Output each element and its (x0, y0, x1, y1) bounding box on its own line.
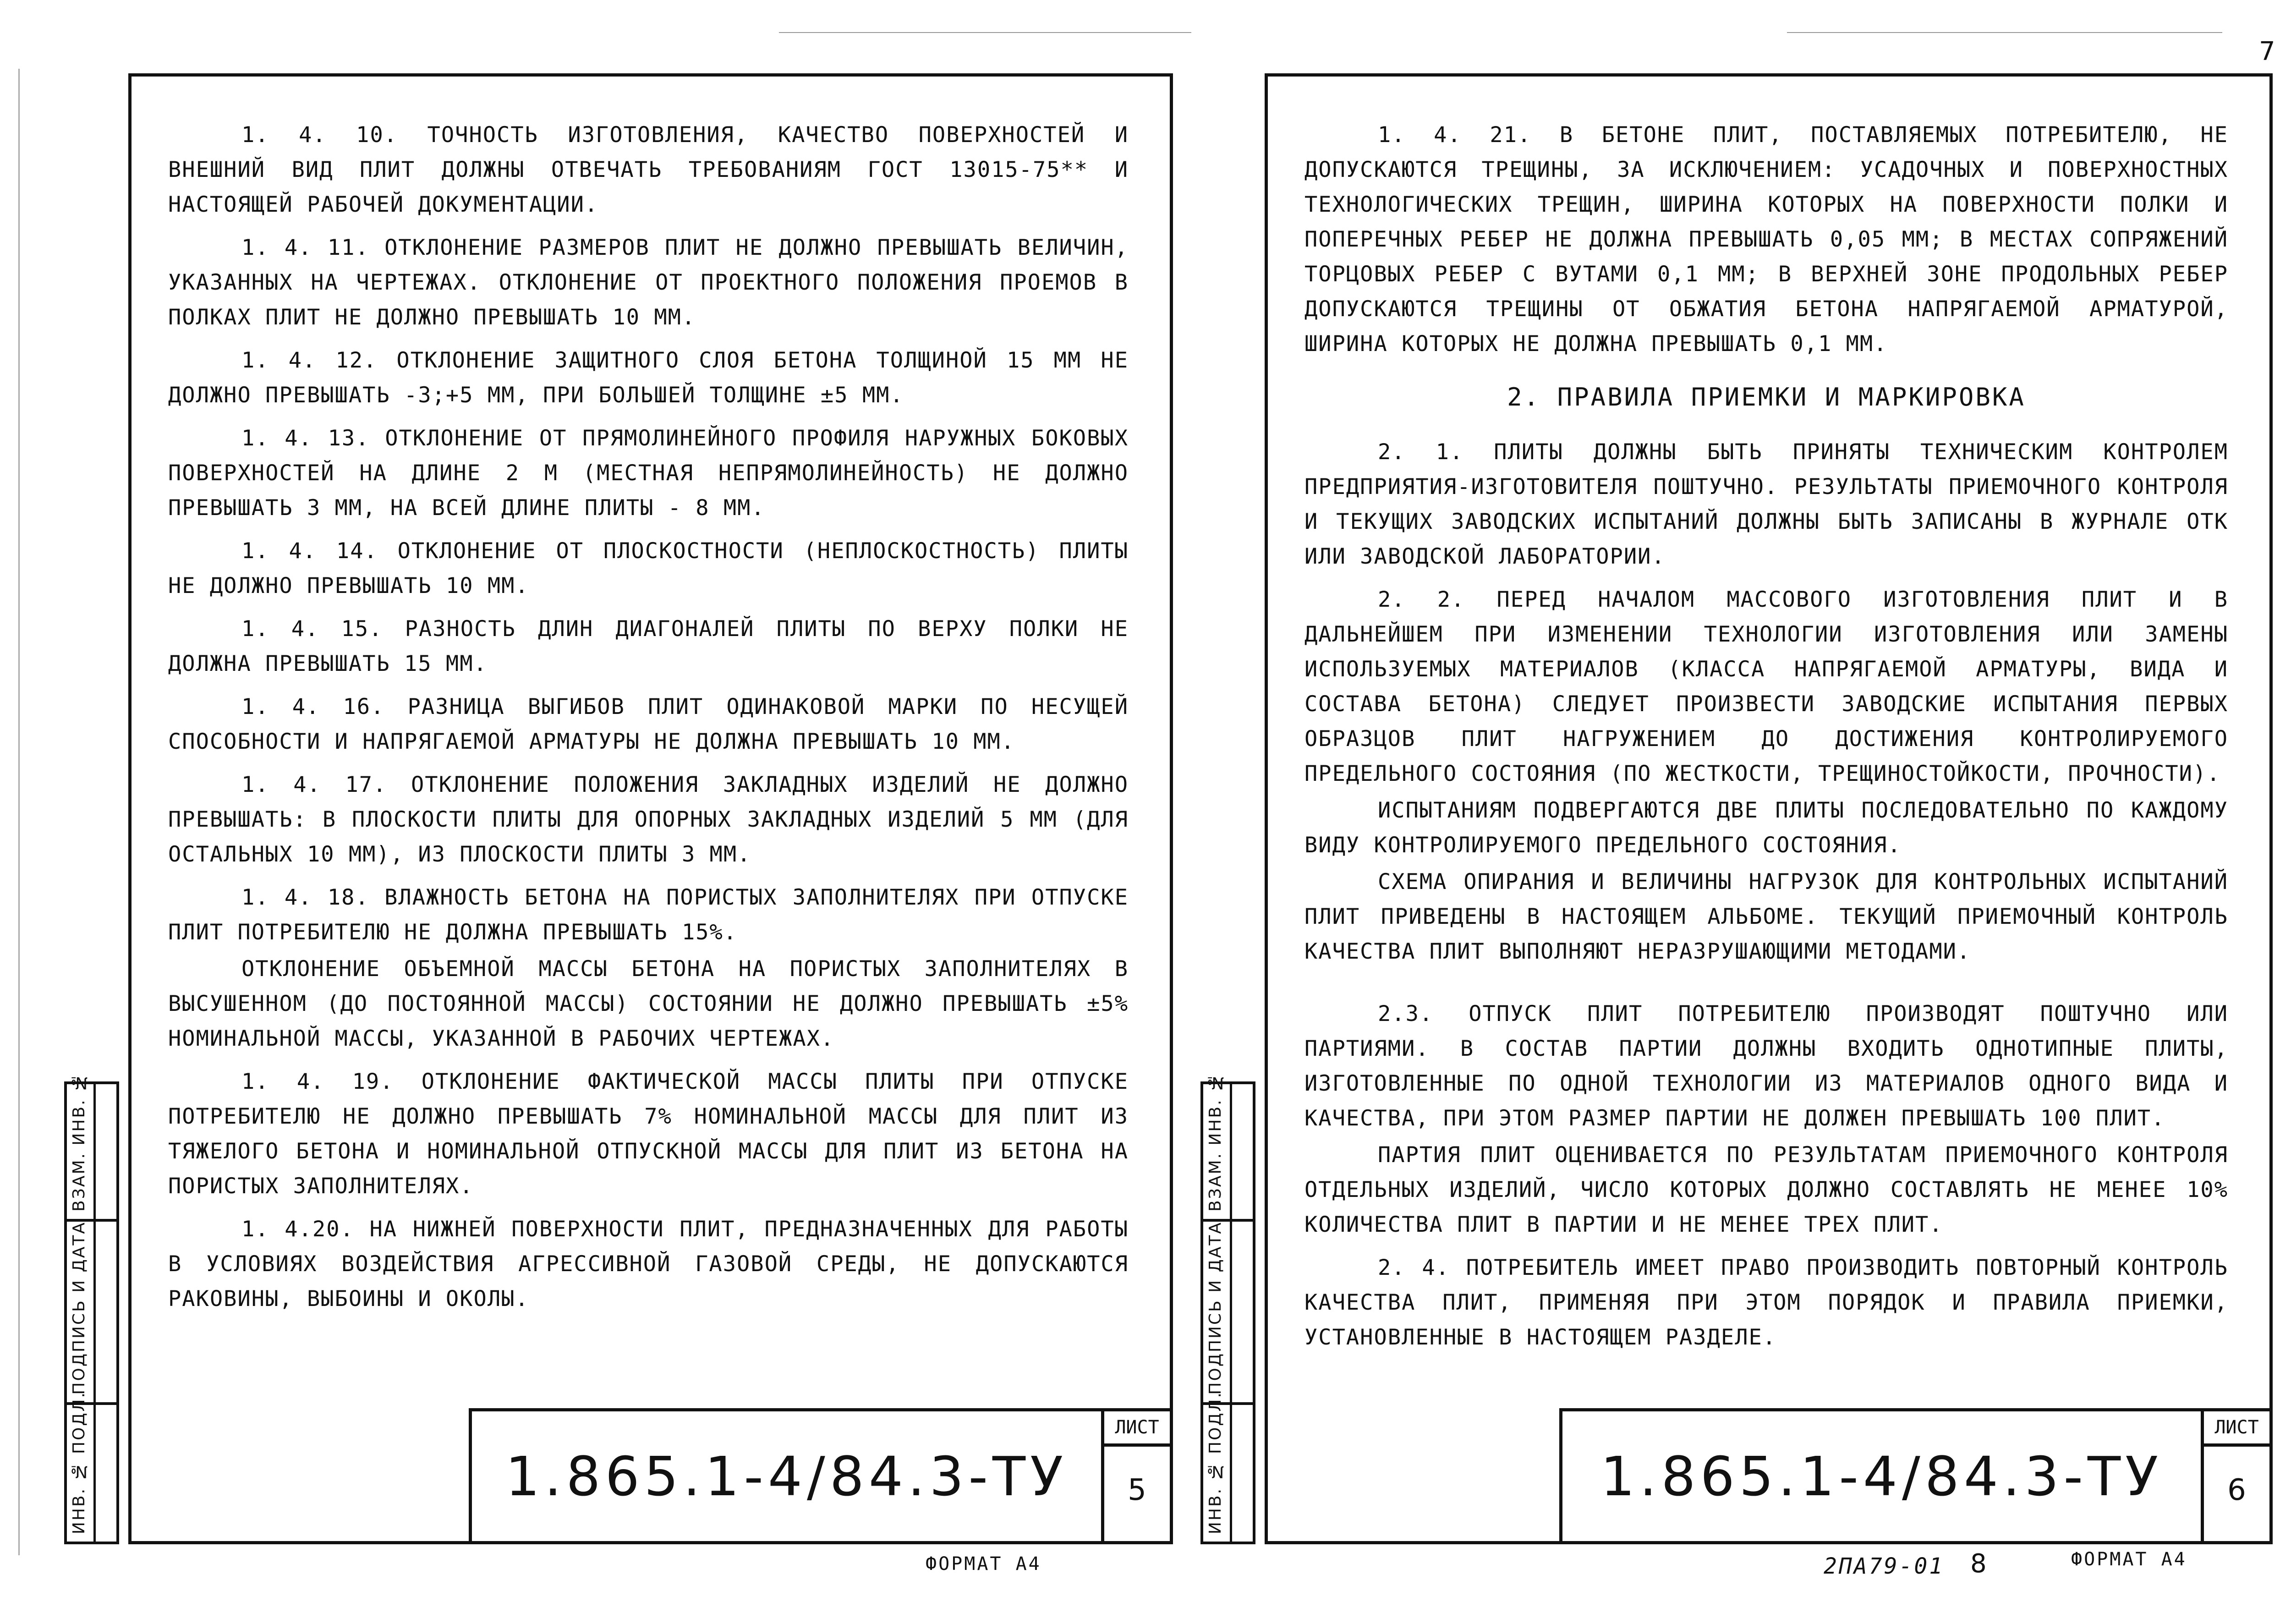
sheet-number-box (1101, 1411, 1170, 1541)
strip-cell-replace-inv (1203, 1072, 1253, 1222)
scan-artifact-line (1787, 32, 2222, 33)
sheet-number-box (2201, 1411, 2269, 1541)
format-label: ФОРМАТ А4 (2071, 1549, 2187, 1570)
paragraph-2-2: 2. 2. ПЕРЕД НАЧАЛОМ МАССОВОГО ИЗГОТОВЛЕНИЯ ПЛИТ И В ДАЛЬНЕЙШЕМ ПРИ ИЗМЕНЕНИИ ТЕХНОЛОГИИ ИЗГОТОВЛЕНИЯ ИЛИ ЗАМЕНЫ ИСПОЛЬЗУЕМЫХ МАТЕРИАЛОВ (КЛАССА НАПРЯГАЕМОЙ АРМАТУРЫ, ВИДА И СОСТАВА БЕТОНА) СЛЕДУЕТ ПРОИЗВЕСТИ ЗАВОДСКИЕ ИСПЫТАНИЯ ПЕРВЫХ ОБРАЗЦОВ ПЛИТ НАГРУЖЕНИЕМ ДО ДОСТИЖЕНИЯ КОНТРОЛИРУЕМОГО ПРЕДЕЛЬНОГО СОСТОЯНИЯ (ПО ЖЕСТКОСТИ, ТРЕЩИНОСТОЙКОСТИ, ПРОЧНОСТИ). (1304, 587, 2228, 786)
title-block-stamp (1559, 1408, 2269, 1541)
paragraph-1-4-20: 1. 4.20. НА НИЖНЕЙ ПОВЕРХНОСТИ ПЛИТ, ПРЕДНАЗНАЧЕННЫХ ДЛЯ РАБОТЫ В УСЛОВИЯХ ВОЗДЕЙСТВИЯ АГРЕССИВНОЙ ГАЗОВОЙ СРЕДЫ, НЕ ДОПУСКАЮТСЯ РАКОВИНЫ, ВЫБОИНЫ И ОКОЛЫ. (168, 1217, 1129, 1311)
strip-label: ИНВ. № ПОДЛ. (1206, 1391, 1225, 1534)
sheet-text (168, 118, 1129, 1325)
paragraph-1-4-11: 1. 4. 11. ОТКЛОНЕНИЕ РАЗМЕРОВ ПЛИТ НЕ ДОЛЖНО ПРЕВЫШАТЬ ВЕЛИЧИН, УКАЗАННЫХ НА ЧЕРТЕЖАХ. ОТКЛОНЕНИЕ ОТ ПРОЕКТНОГО ПОЛОЖЕНИЯ ПРОЕМОВ В ПОЛКАХ ПЛИТ НЕ ДОЛЖНО ПРЕВЫШАТЬ 10 ММ. (168, 235, 1129, 330)
paragraph-2-3: 2.3. ОТПУСК ПЛИТ ПОТРЕБИТЕЛЮ ПРОИЗВОДЯТ ПОШТУЧНО ИЛИ ПАРТИЯМИ. В СОСТАВ ПАРТИИ ДОЛЖНЫ ВХОДИТЬ ОДНОТИПНЫЕ ПЛИТЫ, ИЗГОТОВЛЕННЫЕ ПО ОДНОЙ ТЕХНОЛОГИИ ИЗ МАТЕРИАЛОВ ОДНОГО ВИДА И КАЧЕСТВА, ПРИ ЭТОМ РАЗМЕР ПАРТИИ НЕ ДОЛЖЕН ПРЕВЫШАТЬ 100 ПЛИТ. (1304, 1001, 2228, 1131)
paragraph-1-4-16: 1. 4. 16. РАЗНИЦА ВЫГИБОВ ПЛИТ ОДИНАКОВОЙ МАРКИ ПО НЕСУЩЕЙ СПОСОБНОСТИ И НАПРЯГАЕМОЙ АРМАТУРЫ НЕ ДОЛЖНА ПРЕВЫШАТЬ 10 ММ. (168, 694, 1129, 754)
document-code: 1.865.1-4/84.3-ТУ (1600, 1444, 2163, 1508)
paragraph-1-4-18: 1. 4. 18. ВЛАЖНОСТЬ БЕТОНА НА ПОРИСТЫХ ЗАПОЛНИТЕЛЯХ ПРИ ОТПУСКЕ ПЛИТ ПОТРЕБИТЕЛЮ НЕ ДОЛЖНА ПРЕВЫШАТЬ 15%. (168, 885, 1129, 945)
registration-strip (1200, 1072, 1255, 1544)
sheet-text (1304, 118, 2228, 1363)
strip-label: ПОДПИСЬ И ДАТА (70, 1221, 88, 1395)
scan-margin-line (18, 69, 20, 1555)
paragraph-2-4: 2. 4. ПОТРЕБИТЕЛЬ ИМЕЕТ ПРАВО ПРОИЗВОДИТЬ ПОВТОРНЫЙ КОНТРОЛЬ КАЧЕСТВА ПЛИТ, ПРИМЕНЯЯ ПРИ ЭТОМ ПОРЯДОК И ПРАВИЛА ПРИЕМКИ, УСТАНОВЛЕННЫЕ В НАСТОЯЩЕМ РАЗДЕЛЕ. (1304, 1255, 2228, 1350)
paragraph-1-4-21: 1. 4. 21. В БЕТОНЕ ПЛИТ, ПОСТАВЛЯЕМЫХ ПОТРЕБИТЕЛЮ, НЕ ДОПУСКАЮТСЯ ТРЕЩИНЫ, ЗА ИСКЛЮЧЕНИЕМ: УСАДОЧНЫХ И ПОВЕРХНОСТНЫХ ТЕХНОЛОГИЧЕСКИХ ТРЕЩИН, ШИРИНА КОТОРЫХ НА ПОВЕРХНОСТИ ПОЛКИ И ПОПЕРЕЧНЫХ РЕБЕР НЕ ДОЛЖНА ПРЕВЫШАТЬ 0,05 ММ; В МЕСТАХ СОПРЯЖЕНИЙ ТОРЦОВЫХ РЕБЕР С ВУТАМИ 0,1 ММ; В ВЕРХНЕЙ ЗОНЕ ПРОДОЛЬНЫХ РЕБЕР ДОПУСКАЮТСЯ ТРЕЩИНЫ ОТ ОБЖАТИЯ БЕТОНА НАПРЯГАЕМОЙ АРМАТУРОЙ, ШИРИНА КОТОРЫХ НЕ ДОЛЖНА ПРЕВЫШАТЬ 0,1 ММ. (1304, 122, 2228, 357)
album-number: 2ПА79-01 (1824, 1553, 1945, 1579)
registration-strip (64, 1072, 119, 1544)
section-heading: 2. ПРАВИЛА ПРИЕМКИ И МАРКИРОВКА (1507, 383, 2026, 411)
strip-label: ВЗАМ. ИНВ. № (1206, 1072, 1225, 1212)
paragraph-2-2-tests: ИСПЫТАНИЯМ ПОДВЕРГАЮТСЯ ДВЕ ПЛИТЫ ПОСЛЕДОВАТЕЛЬНО ПО КАЖДОМУ ВИДУ КОНТРОЛИРУЕМОГО ПРЕДЕЛЬНОГО СОСТОЯНИЯ. (1304, 798, 2228, 858)
paragraph-1-4-10: 1. 4. 10. ТОЧНОСТЬ ИЗГОТОВЛЕНИЯ, КАЧЕСТВО ПОВЕРХНОСТЕЙ И ВНЕШНИЙ ВИД ПЛИТ ДОЛЖНЫ ОТВЕЧАТЬ ТРЕБОВАНИЯМ ГОСТ 13015-75** И НАСТОЯЩЕЙ РАБОЧЕЙ ДОКУМЕНТАЦИИ. (168, 122, 1129, 217)
paragraph-1-4-15: 1. 4. 15. РАЗНОСТЬ ДЛИН ДИАГОНАЛЕЙ ПЛИТЫ ПО ВЕРХУ ПОЛКИ НЕ ДОЛЖНА ПРЕВЫШАТЬ 15 ММ. (168, 616, 1129, 676)
document-code: 1.865.1-4/84.3-ТУ (505, 1444, 1068, 1508)
paragraph-1-4-13: 1. 4. 13. ОТКЛОНЕНИЕ ОТ ПРЯМОЛИНЕЙНОГО ПРОФИЛЯ НАРУЖНЫХ БОКОВЫХ ПОВЕРХНОСТЕЙ НА ДЛИНЕ 2 М (МЕСТНАЯ НЕПРЯМОЛИНЕЙНОСТЬ) НЕ ДОЛЖНО ПРЕВЫШАТЬ 3 ММ, НА ВСЕЙ ДЛИНЕ ПЛИТЫ - 8 ММ. (168, 426, 1129, 521)
strip-label: ПОДПИСЬ И ДАТА (1206, 1221, 1225, 1395)
sheet-page-5 (128, 73, 1173, 1544)
paragraph-1-4-17: 1. 4. 17. ОТКЛОНЕНИЕ ПОЛОЖЕНИЯ ЗАКЛАДНЫХ ИЗДЕЛИЙ НЕ ДОЛЖНО ПРЕВЫШАТЬ: В ПЛОСКОСТИ ПЛИТЫ ДЛЯ ОПОРНЫХ ЗАКЛАДНЫХ ИЗДЕЛИЙ 5 ММ (ДЛЯ ОСТАЛЬНЫХ 10 ММ), ИЗ ПЛОСКОСТИ ПЛИТЫ 3 ММ. (168, 772, 1129, 867)
paragraph-1-4-18-cont: ОТКЛОНЕНИЕ ОБЪЕМНОЙ МАССЫ БЕТОНА НА ПОРИСТЫХ ЗАПОЛНИТЕЛЯХ В ВЫСУШЕННОМ (ДО ПОСТОЯННОЙ МАССЫ) СОСТОЯНИИ НЕ ДОЛЖНО ПРЕВЫШАТЬ ±5% НОМИНАЛЬНОЙ МАССЫ, УКАЗАННОЙ В РАБОЧИХ ЧЕРТЕЖАХ. (168, 956, 1129, 1051)
corner-mark: 7 (2259, 37, 2275, 66)
sheet-number: 5 (1128, 1473, 1146, 1507)
strip-label: ИНВ. № ПОДЛ. (70, 1391, 88, 1534)
page-sequence-number: 8 (1970, 1549, 1987, 1579)
sheet-number: 6 (2227, 1473, 2246, 1507)
format-label: ФОРМАТ А4 (926, 1553, 1041, 1575)
paragraph-1-4-12: 1. 4. 12. ОТКЛОНЕНИЕ ЗАЩИТНОГО СЛОЯ БЕТОНА ТОЛЩИНОЙ 15 ММ НЕ ДОЛЖНО ПРЕВЫШАТЬ -3;+5 ММ, ПРИ БОЛЬШЕЙ ТОЛЩИНЕ ±5 ММ. (168, 348, 1129, 408)
title-block-stamp (469, 1408, 1170, 1541)
paragraph-1-4-19: 1. 4. 19. ОТКЛОНЕНИЕ ФАКТИЧЕСКОЙ МАССЫ ПЛИТЫ ПРИ ОТПУСКЕ ПОТРЕБИТЕЛЮ НЕ ДОЛЖНО ПРЕВЫШАТЬ 7% НОМИНАЛЬНОЙ МАССЫ ДЛЯ ПЛИТ ИЗ ТЯЖЕЛОГО БЕТОНА И НОМИНАЛЬНОЙ ОТПУСКНОЙ МАССЫ ДЛЯ ПЛИТ ИЗ БЕТОНА НА ПОРИСТЫХ ЗАПОЛНИТЕЛЯХ. (168, 1069, 1129, 1199)
strip-cell-replace-inv (67, 1072, 116, 1222)
sheet-label: ЛИСТ (1104, 1411, 1170, 1447)
sheet-page-6 (1265, 73, 2273, 1544)
strip-cell-inv-orig (1203, 1391, 1253, 1542)
sheet-label: ЛИСТ (2204, 1411, 2269, 1447)
paragraph-2-2-scheme: СХЕМА ОПИРАНИЯ И ВЕЛИЧИНЫ НАГРУЗОК ДЛЯ КОНТРОЛЬНЫХ ИСПЫТАНИЙ ПЛИТ ПРИВЕДЕНЫ В НАСТОЯЩЕМ АЛЬБОМЕ. ТЕКУЩИЙ ПРИЕМОЧНЫЙ КОНТРОЛЬ КАЧЕСТВА ПЛИТ ВЫПОЛНЯЮТ НЕРАЗРУШАЮЩИМИ МЕТОДАМИ. (1304, 869, 2228, 964)
strip-label: ВЗАМ. ИНВ. № (70, 1072, 88, 1212)
paragraph-2-3-batch: ПАРТИЯ ПЛИТ ОЦЕНИВАЕТСЯ ПО РЕЗУЛЬТАТАМ ПРИЕМОЧНОГО КОНТРОЛЯ ОТДЕЛЬНЫХ ИЗДЕЛИЙ, ЧИСЛО КОТОРЫХ ДОЛЖНО СОСТАВЛЯТЬ НЕ МЕНЕЕ 10% КОЛИЧЕСТВА ПЛИТ В ПАРТИИ И НЕ МЕНЕЕ ТРЕХ ПЛИТ. (1304, 1142, 2228, 1237)
paragraph-2-1: 2. 1. ПЛИТЫ ДОЛЖНЫ БЫТЬ ПРИНЯТЫ ТЕХНИЧЕСКИМ КОНТРОЛЕМ ПРЕДПРИЯТИЯ-ИЗГОТОВИТЕЛЯ ПОШТУЧНО. РЕЗУЛЬТАТЫ ПРИЕМОЧНОГО КОНТРОЛЯ И ТЕКУЩИХ ЗАВОДСКИХ ИСПЫТАНИЙ ДОЛЖНЫ БЫТЬ ЗАПИСАНЫ В ЖУРНАЛЕ ОТК ИЛИ ЗАВОДСКОЙ ЛАБОРАТОРИИ. (1304, 439, 2228, 569)
strip-cell-inv-orig (67, 1391, 116, 1542)
strip-cell-signature (67, 1222, 116, 1405)
paragraph-1-4-14: 1. 4. 14. ОТКЛОНЕНИЕ ОТ ПЛОСКОСТНОСТИ (НЕПЛОСКОСТНОСТЬ) ПЛИТЫ НЕ ДОЛЖНО ПРЕВЫШАТЬ 10 ММ. (168, 538, 1129, 598)
scan-artifact-line (779, 32, 1191, 33)
strip-cell-signature (1203, 1222, 1253, 1405)
